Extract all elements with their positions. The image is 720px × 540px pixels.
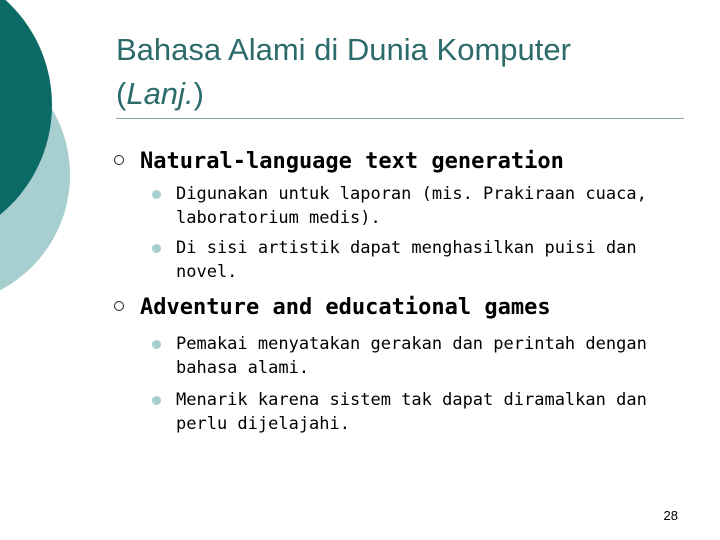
slide-title bbox=[116, 28, 686, 116]
bullet-2-sub-1 bbox=[176, 332, 676, 380]
title-italic: Lanj. bbox=[126, 76, 194, 111]
circle-bullet-icon bbox=[114, 301, 124, 311]
bullet-1-sub-1 bbox=[176, 182, 676, 230]
title-divider bbox=[116, 118, 684, 119]
bullet-2 bbox=[140, 294, 680, 322]
dot-bullet-icon bbox=[152, 396, 161, 405]
bullet-1-text: Natural-language text generation bbox=[140, 149, 564, 174]
dot-bullet-icon bbox=[152, 340, 161, 349]
title-line1: Bahasa Alami di Dunia Komputer bbox=[116, 32, 571, 67]
bullet-1-sub-2 bbox=[176, 236, 676, 284]
bullet-2-text: Adventure and educational games bbox=[140, 295, 551, 320]
title-line2: (Lanj.) bbox=[116, 76, 204, 111]
bullet-1-sub-1-text: Digunakan untuk laporan (mis. Prakiraan cuaca, laboratorium medis). bbox=[176, 184, 647, 228]
bullet-2-sub-2 bbox=[176, 388, 676, 436]
bullet-2-sub-2-text: Menarik karena sistem tak dapat diramalkan dan perlu dijelajahi. bbox=[176, 390, 647, 434]
bullet-2-sub-1-text: Pemakai menyatakan gerakan dan perintah dengan bahasa alami. bbox=[176, 334, 647, 378]
decorative-circles bbox=[0, 0, 120, 300]
dot-bullet-icon bbox=[152, 190, 161, 199]
bullet-1-sub-2-text: Di sisi artistik dapat menghasilkan puisi dan novel. bbox=[176, 238, 637, 282]
dot-bullet-icon bbox=[152, 244, 161, 253]
circle-bullet-icon bbox=[114, 155, 124, 165]
page-number: 28 bbox=[663, 508, 678, 523]
bullet-1 bbox=[140, 148, 680, 176]
